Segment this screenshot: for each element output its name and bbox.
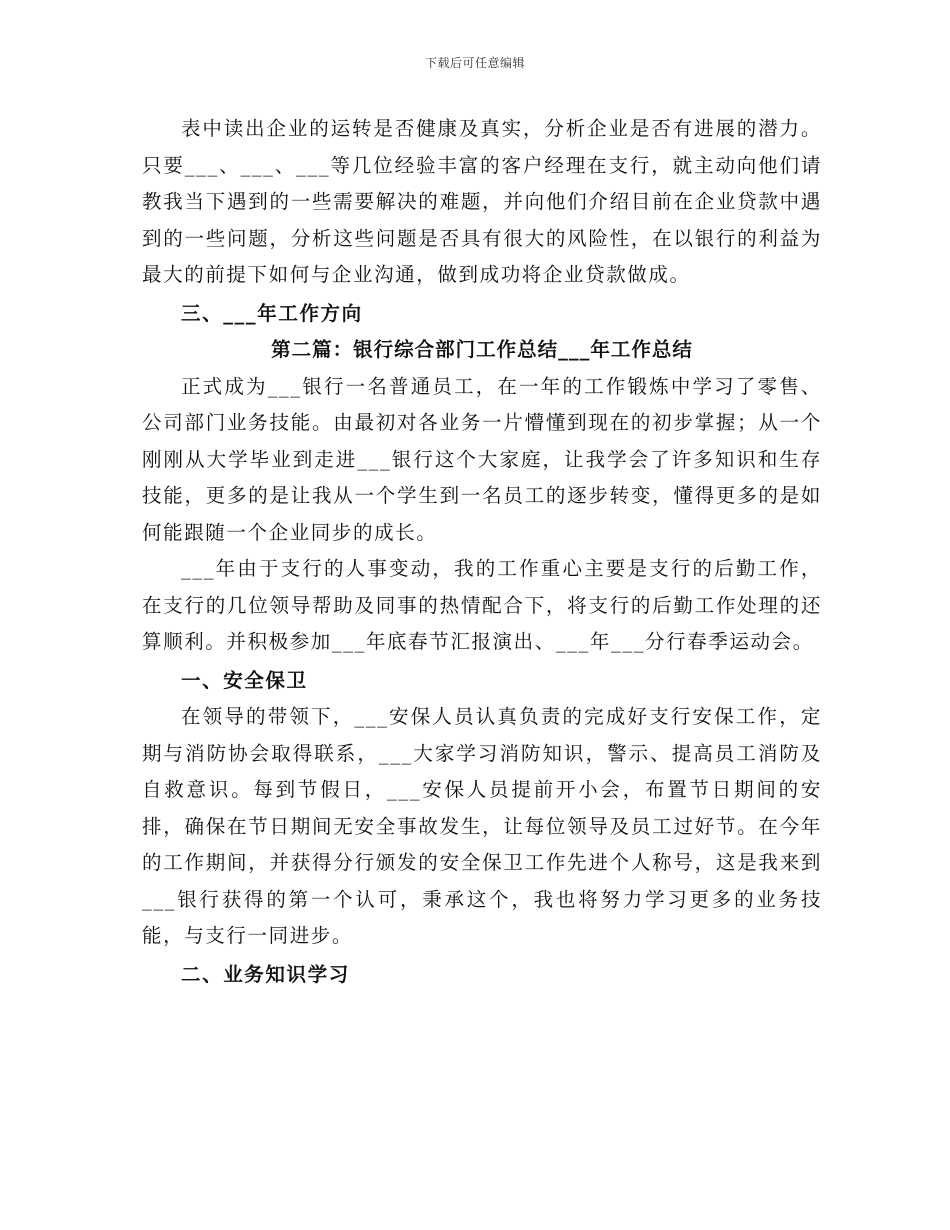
paragraph-logistics-work: ___年由于支行的人事变动，我的工作重心主要是支行的后勤工作，在支行的几位领导帮助及同事的热情配合下，将支行的后勤工作处理的还算顺利。并积极参加___年底春节汇报演出、___年___分行春季运动会。 [142,557,822,653]
paragraph-introduction: 正式成为___银行一名普通员工，在一年的工作锻炼中学习了零售、公司部门业务技能。由最初对各业务一片懵懂到现在的初步掌握；从一个刚刚从大学毕业到走进___银行这个大家庭，让我学会了许多知识和生存技能，更多的是让我从一个学生到一名员工的逐步转变，懂得更多的是如何能跟随一个企业同步的成长。 [142,374,822,544]
page-header-note: 下载后可任意编辑 [424,56,525,70]
paragraph-security: 在领导的带领下，___安保人员认真负责的完成好支行安保工作，定期与消防协会取得联系，___大家学习消防知识，警示、提高员工消防及自救意识。每到节假日，___安保人员提前开小会，布置节日期间的安排，确保在节日期间无安全事故发生，让每位领导及员工过好节。在今年的工作期间，并获得分行颁发的安全保卫工作先进个人称号，这是我来到___银行获得的第一个认可，秉承这个，我也将努力学习更多的业务技能，与支行一同进步。 [142,705,822,947]
article-title: 第二篇：银行综合部门工作总结___年工作总结 [271,338,693,361]
section-heading-work-direction: 三、___年工作方向 [181,301,363,325]
section-heading-study: 二、业务知识学习 [181,962,350,986]
document-body [142,111,822,993]
section-heading-security: 一、安全保卫 [181,668,308,692]
paragraph-loan-analysis: 表中读出企业的运转是否健康及真实，分析企业是否有进展的潜力。只要___、___、___等几位经验丰富的客户经理在支行，就主动向他们请教我当下遇到的一些需要解决的难题，并向他们介绍目前在企业贷款中遇到的一些问题，分析这些问题是否具有很大的风险性，在以银行的利益为最大的前提下如何与企业沟通，做到成功将企业贷款做成。 [142,117,822,286]
